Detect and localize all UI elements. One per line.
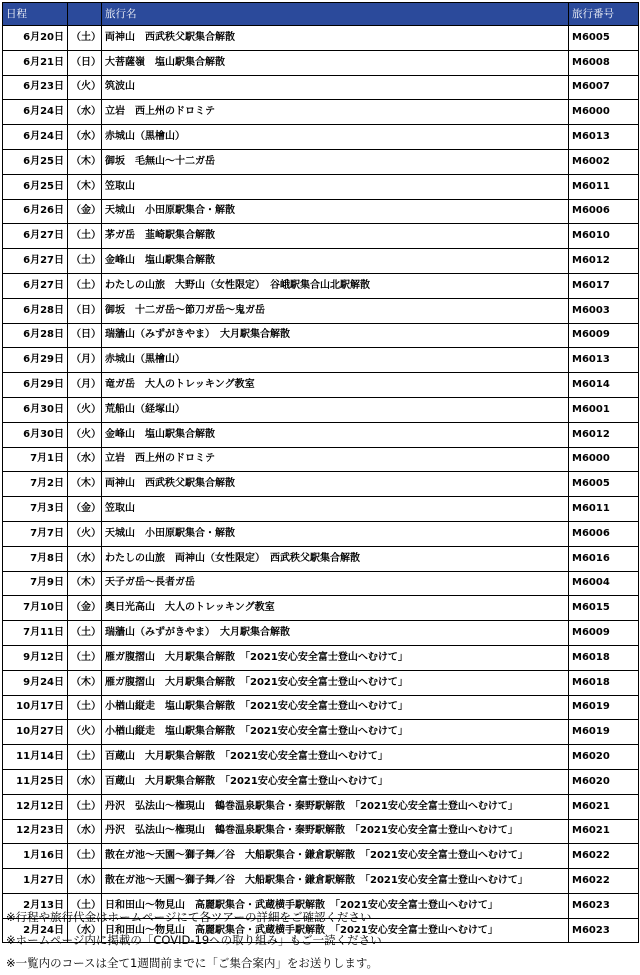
cell-date: 12月23日 (3, 819, 68, 844)
table-row (3, 645, 639, 670)
cell-date: 11月25日 (3, 769, 68, 794)
cell-date: 7月1日 (3, 447, 68, 472)
note-covid: ※ホームページ内に掲載の「COVID-19への取り組み」もご一読ください (6, 933, 382, 947)
cell-date: 6月20日 (3, 26, 68, 51)
cell-day: （木） (68, 149, 102, 174)
cell-tour-name: 散在ガ池～天園～獅子舞／谷 大船駅集合・鎌倉駅解散 「2021安心安全富士登山へむけて」 (102, 844, 569, 869)
header-row (3, 3, 639, 26)
cell-date: 6月29日 (3, 348, 68, 373)
header-tour-name: 旅行名 (102, 3, 569, 26)
cell-date: 12月12日 (3, 794, 68, 819)
cell-date: 6月25日 (3, 149, 68, 174)
cell-day: （水） (68, 100, 102, 125)
cell-tour-name: 笠取山 (102, 174, 569, 199)
cell-tour-code: M6021 (569, 794, 639, 819)
cell-date: 1月27日 (3, 869, 68, 894)
table-row (3, 50, 639, 75)
cell-day: （木） (68, 571, 102, 596)
table-row (3, 869, 639, 894)
note-meeting-guide: ※一覧内のコースは全て1週間前までに「ご集合案内」をお送りします。 (6, 956, 378, 970)
cell-tour-name: 百蔵山 大月駅集合解散 「2021安心安全富士登山へむけて」 (102, 745, 569, 770)
cell-date: 2月13日 (3, 893, 68, 918)
cell-date: 6月30日 (3, 422, 68, 447)
cell-tour-code: M6002 (569, 149, 639, 174)
table-row (3, 422, 639, 447)
cell-date: 6月27日 (3, 273, 68, 298)
table-row (3, 397, 639, 422)
table-row (3, 273, 639, 298)
cell-day: （火） (68, 720, 102, 745)
cell-day: （火） (68, 397, 102, 422)
table-row (3, 447, 639, 472)
table-body (3, 26, 639, 943)
table-row (3, 546, 639, 571)
cell-tour-name: 立岩 西上州のドロミテ (102, 100, 569, 125)
cell-day: （土） (68, 695, 102, 720)
table-row (3, 621, 639, 646)
cell-tour-code: M6022 (569, 869, 639, 894)
cell-day: （水） (68, 546, 102, 571)
cell-date: 6月27日 (3, 249, 68, 274)
cell-tour-name: 赤城山（黒檜山） (102, 348, 569, 373)
table-row (3, 472, 639, 497)
cell-date: 10月17日 (3, 695, 68, 720)
cell-tour-code: M6009 (569, 621, 639, 646)
cell-day: （日） (68, 323, 102, 348)
table-row (3, 323, 639, 348)
cell-date: 6月23日 (3, 75, 68, 100)
cell-day: （土） (68, 794, 102, 819)
cell-date: 6月25日 (3, 174, 68, 199)
cell-day: （金） (68, 497, 102, 522)
cell-date: 10月27日 (3, 720, 68, 745)
table-row (3, 100, 639, 125)
cell-tour-code: M6005 (569, 26, 639, 51)
cell-tour-name: 立岩 西上州のドロミテ (102, 447, 569, 472)
table-row (3, 75, 639, 100)
cell-day: （土） (68, 249, 102, 274)
table-row (3, 596, 639, 621)
cell-tour-name: わたしの山旅 大野山（女性限定） 谷峨駅集合山北駅解散 (102, 273, 569, 298)
cell-date: 6月28日 (3, 298, 68, 323)
cell-tour-code: M6007 (569, 75, 639, 100)
cell-tour-name: 筑波山 (102, 75, 569, 100)
cell-date: 7月7日 (3, 521, 68, 546)
cell-tour-code: M6012 (569, 422, 639, 447)
cell-tour-code: M6019 (569, 695, 639, 720)
cell-date: 6月27日 (3, 224, 68, 249)
cell-tour-code: M6022 (569, 844, 639, 869)
table-row (3, 125, 639, 150)
table-row (3, 794, 639, 819)
cell-tour-code: M6021 (569, 819, 639, 844)
cell-tour-name: 茅ガ岳 韮崎駅集合解散 (102, 224, 569, 249)
cell-tour-code: M6000 (569, 447, 639, 472)
table-header (3, 3, 639, 26)
cell-day: （水） (68, 819, 102, 844)
cell-tour-name: 笠取山 (102, 497, 569, 522)
cell-tour-name: 天城山 小田原駅集合・解散 (102, 199, 569, 224)
table-row (3, 497, 639, 522)
cell-tour-name: 金峰山 塩山駅集合解散 (102, 249, 569, 274)
cell-day: （土） (68, 621, 102, 646)
cell-tour-code: M6023 (569, 918, 639, 943)
cell-tour-code: M6011 (569, 497, 639, 522)
cell-tour-name: 雁ガ腹摺山 大月駅集合解散 「2021安心安全富士登山へむけて」 (102, 645, 569, 670)
cell-tour-name: 日和田山～物見山 高麗駅集合・武蔵横手駅解散 「2021安心安全富士登山へむけて」 (102, 918, 569, 943)
cell-date: 9月24日 (3, 670, 68, 695)
cell-tour-name: わたしの山旅 両神山（女性限定） 西武秩父駅集合解散 (102, 546, 569, 571)
cell-day: （木） (68, 174, 102, 199)
cell-day: （土） (68, 273, 102, 298)
cell-tour-code: M6023 (569, 893, 639, 918)
cell-date: 6月30日 (3, 397, 68, 422)
cell-tour-code: M6010 (569, 224, 639, 249)
note-detail-check: ※行程や旅行代金はホームページにて各ツアーの詳細をご確認ください (6, 910, 372, 924)
table-row (3, 670, 639, 695)
cell-date: 11月14日 (3, 745, 68, 770)
cell-tour-name: 荒船山（経塚山） (102, 397, 569, 422)
cell-tour-code: M6005 (569, 472, 639, 497)
cell-day: （土） (68, 893, 102, 918)
notes (6, 906, 636, 975)
cell-date: 7月3日 (3, 497, 68, 522)
cell-tour-code: M6000 (569, 100, 639, 125)
table-row (3, 249, 639, 274)
table-row (3, 769, 639, 794)
table-row (3, 745, 639, 770)
cell-day: （土） (68, 745, 102, 770)
cell-tour-name: 天城山 小田原駅集合・解散 (102, 521, 569, 546)
cell-day: （火） (68, 521, 102, 546)
cell-tour-code: M6011 (569, 174, 639, 199)
cell-tour-name: 金峰山 塩山駅集合解散 (102, 422, 569, 447)
cell-tour-code: M6012 (569, 249, 639, 274)
cell-tour-code: M6009 (569, 323, 639, 348)
cell-tour-code: M6013 (569, 348, 639, 373)
cell-day: （月） (68, 348, 102, 373)
cell-day: （土） (68, 844, 102, 869)
cell-tour-code: M6004 (569, 571, 639, 596)
cell-tour-name: 御坂 十二ガ岳～節刀ガ岳～鬼ガ岳 (102, 298, 569, 323)
cell-tour-name: 御坂 毛無山～十二ガ岳 (102, 149, 569, 174)
cell-day: （金） (68, 199, 102, 224)
cell-tour-code: M6006 (569, 199, 639, 224)
cell-tour-code: M6019 (569, 720, 639, 745)
cell-date: 2月24日 (3, 918, 68, 943)
table-row (3, 695, 639, 720)
cell-tour-name: 竜ガ岳 大人のトレッキング教室 (102, 373, 569, 398)
table-row (3, 224, 639, 249)
cell-date: 6月24日 (3, 125, 68, 150)
cell-tour-name: 大菩薩嶺 塩山駅集合解散 (102, 50, 569, 75)
cell-date: 6月29日 (3, 373, 68, 398)
cell-date: 6月24日 (3, 100, 68, 125)
cell-day: （日） (68, 298, 102, 323)
cell-tour-code: M6015 (569, 596, 639, 621)
cell-date: 7月9日 (3, 571, 68, 596)
tour-schedule-table (2, 2, 639, 943)
cell-tour-code: M6006 (569, 521, 639, 546)
cell-date: 7月11日 (3, 621, 68, 646)
cell-day: （水） (68, 918, 102, 943)
cell-date: 7月2日 (3, 472, 68, 497)
cell-tour-code: M6016 (569, 546, 639, 571)
table-row (3, 149, 639, 174)
cell-day: （火） (68, 422, 102, 447)
table-row (3, 373, 639, 398)
cell-date: 1月16日 (3, 844, 68, 869)
cell-tour-code: M6018 (569, 645, 639, 670)
cell-day: （木） (68, 472, 102, 497)
cell-day: （水） (68, 869, 102, 894)
cell-day: （日） (68, 50, 102, 75)
cell-date: 7月8日 (3, 546, 68, 571)
cell-tour-name: 丹沢 弘法山～権現山 鶴巻温泉駅集合・秦野駅解散 「2021安心安全富士登山へむけて」 (102, 819, 569, 844)
cell-date: 9月12日 (3, 645, 68, 670)
table-row (3, 174, 639, 199)
cell-tour-name: 奥日光高山 大人のトレッキング教室 (102, 596, 569, 621)
cell-tour-name: 両神山 西武秩父駅集合解散 (102, 472, 569, 497)
header-day (68, 3, 102, 26)
cell-day: （火） (68, 75, 102, 100)
cell-tour-name: 両神山 西武秩父駅集合解散 (102, 26, 569, 51)
cell-tour-code: M6018 (569, 670, 639, 695)
cell-tour-code: M6003 (569, 298, 639, 323)
cell-tour-name: 丹沢 弘法山～権現山 鶴巻温泉駅集合・秦野駅解散 「2021安心安全富士登山へむけて」 (102, 794, 569, 819)
cell-date: 6月21日 (3, 50, 68, 75)
cell-day: （土） (68, 645, 102, 670)
cell-tour-name: 小楢山縦走 塩山駅集合解散 「2021安心安全富士登山へむけて」 (102, 720, 569, 745)
cell-tour-code: M6020 (569, 745, 639, 770)
cell-tour-code: M6008 (569, 50, 639, 75)
cell-tour-code: M6013 (569, 125, 639, 150)
cell-tour-code: M6014 (569, 373, 639, 398)
cell-date: 6月26日 (3, 199, 68, 224)
cell-tour-name: 百蔵山 大月駅集合解散 「2021安心安全富士登山へむけて」 (102, 769, 569, 794)
cell-tour-code: M6001 (569, 397, 639, 422)
cell-day: （水） (68, 769, 102, 794)
table-row (3, 571, 639, 596)
cell-day: （土） (68, 26, 102, 51)
cell-tour-name: 瑞牆山（みずがきやま） 大月駅集合解散 (102, 621, 569, 646)
table-row (3, 819, 639, 844)
cell-day: （水） (68, 125, 102, 150)
cell-tour-name: 瑞牆山（みずがきやま） 大月駅集合解散 (102, 323, 569, 348)
cell-date: 6月28日 (3, 323, 68, 348)
table-row (3, 26, 639, 51)
cell-day: （月） (68, 373, 102, 398)
table-row (3, 348, 639, 373)
cell-day: （土） (68, 224, 102, 249)
table-row (3, 720, 639, 745)
cell-tour-name: 雁ガ腹摺山 大月駅集合解散 「2021安心安全富士登山へむけて」 (102, 670, 569, 695)
cell-tour-name: 小楢山縦走 塩山駅集合解散 「2021安心安全富士登山へむけて」 (102, 695, 569, 720)
cell-day: （木） (68, 670, 102, 695)
header-date: 日程 (3, 3, 68, 26)
table-row (3, 844, 639, 869)
header-tour-code: 旅行番号 (569, 3, 639, 26)
cell-tour-name: 天子ガ岳～長者ガ岳 (102, 571, 569, 596)
cell-tour-name: 散在ガ池～天園～獅子舞／谷 大船駅集合・鎌倉駅解散 「2021安心安全富士登山へむけて」 (102, 869, 569, 894)
table-row (3, 199, 639, 224)
cell-tour-name: 赤城山（黒檜山） (102, 125, 569, 150)
cell-tour-name: 日和田山～物見山 高麗駅集合・武蔵横手駅解散 「2021安心安全富士登山へむけて」 (102, 893, 569, 918)
cell-day: （金） (68, 596, 102, 621)
table-row (3, 521, 639, 546)
table-row (3, 298, 639, 323)
cell-date: 7月10日 (3, 596, 68, 621)
cell-tour-code: M6017 (569, 273, 639, 298)
cell-day: （水） (68, 447, 102, 472)
cell-tour-code: M6020 (569, 769, 639, 794)
